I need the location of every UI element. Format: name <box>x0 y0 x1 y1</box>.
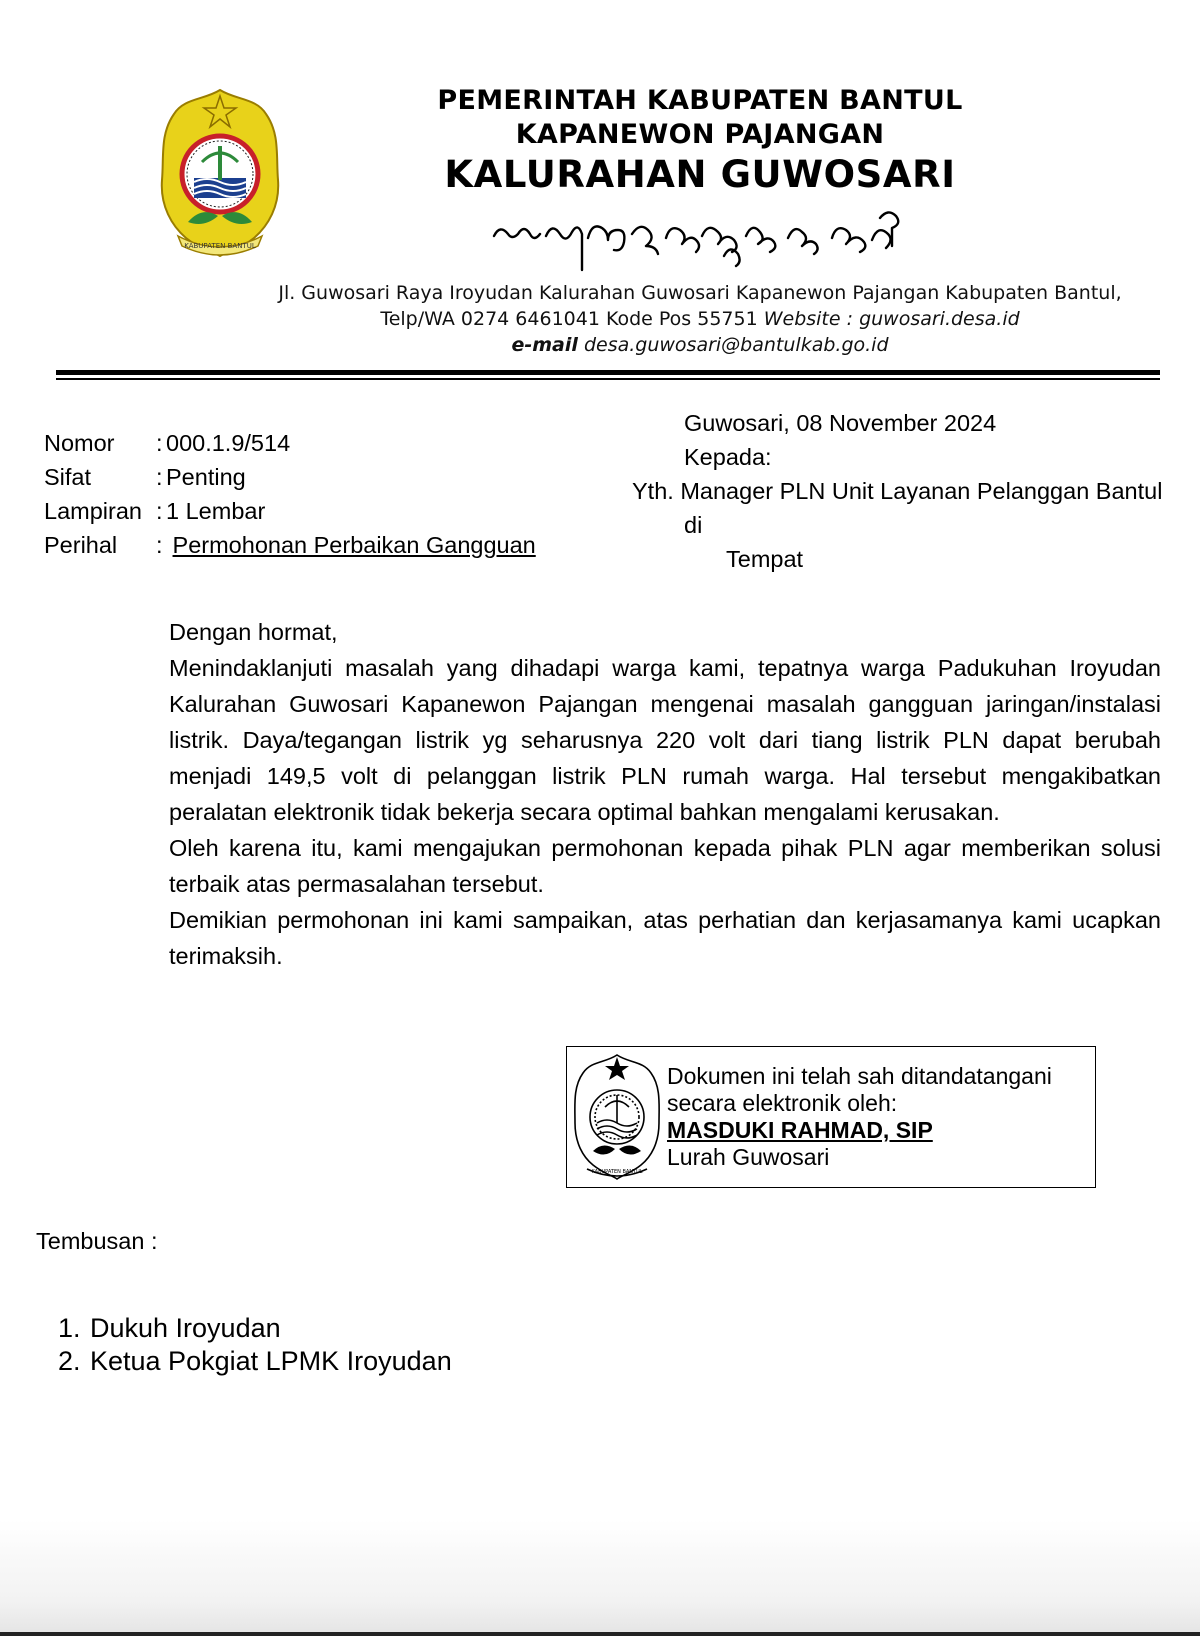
email-label: e-mail <box>511 334 578 356</box>
greeting: Dengan hormat, <box>169 619 338 645</box>
di-label: di <box>684 512 703 538</box>
electronic-signature-box <box>566 1046 1096 1188</box>
recipient-name: Manager PLN Unit Layanan Pelanggan Bantul <box>680 478 1163 504</box>
website-label: Website : <box>763 308 854 330</box>
letterhead-address <box>240 280 1160 358</box>
body-paragraph-2: Oleh karena itu, kami mengajukan permohonan kepada pihak PLN agar memberikan solusi terbaik atas permasalahan tersebut. <box>169 835 1161 897</box>
website-text: guwosari.desa.id <box>859 308 1020 330</box>
signature-text <box>667 1063 1052 1171</box>
phone-text: Telp/WA 0274 6461041 Kode Pos 55751 <box>380 308 758 330</box>
meta-lampiran: Lampiran : 1 Lembar <box>44 494 536 528</box>
signature-line2: secara elektronik oleh: <box>667 1090 898 1116</box>
lampiran-value: 1 Lembar <box>166 498 266 524</box>
body-paragraph-1: Menindaklanjuti masalah yang dihadapi warga kami, tepatnya warga Padukuhan Iroyudan Kalurahan Guwosari Kapanewon Pajangan mengenai masalah gangguan jaringan/instalasi listrik. Daya/tegangan listrik yg seharusnya 220 volt dari tiang listrik PLN dapat berubah menjadi 149,5 volt di pelanggan listrik PLN rumah warga. Hal tersebut mengakibatkan peralatan elektronik tidak bekerja secara optimal bahkan mengalami kerusakan. <box>169 655 1161 825</box>
letter-body <box>169 614 1161 974</box>
svg-text:KABUPATEN BANTUL: KABUPATEN BANTUL <box>591 1169 643 1175</box>
yth-label: Yth. <box>632 478 674 504</box>
meta-perihal: Perihal : Permohonan Perbaikan Gangguan <box>44 528 536 562</box>
meta-nomor: Nomor : 000.1.9/514 <box>44 426 536 460</box>
tembusan-list <box>58 1312 452 1378</box>
kepada-label: Kepada: <box>684 444 772 470</box>
header-rule-thick <box>56 370 1160 375</box>
letter-meta <box>44 426 536 562</box>
page-bottom-edge <box>0 1632 1200 1636</box>
signer-title: Lurah Guwosari <box>667 1144 830 1170</box>
kabupaten-bantul-logo <box>158 86 282 264</box>
letter-date: Guwosari, 08 November 2024 <box>684 410 997 436</box>
header-line3: KALURAHAN GUWOSARI <box>444 153 956 196</box>
perihal-value: Permohonan Perbaikan Gangguan <box>172 532 536 558</box>
meta-sifat: Sifat : Penting <box>44 460 536 494</box>
address-line: Jl. Guwosari Raya Iroyudan Kalurahan Guwosari Kapanewon Pajangan Kabupaten Bantul, <box>278 282 1122 304</box>
nomor-value: 000.1.9/514 <box>166 430 291 456</box>
list-item: 1. Dukuh Iroyudan <box>58 1313 281 1343</box>
recipient-line <box>632 474 1162 508</box>
contact-line <box>240 306 1160 332</box>
header-line1: PEMERINTAH KABUPATEN BANTUL <box>437 85 963 116</box>
tembusan-label: Tembusan : <box>36 1228 158 1254</box>
signature-seal-logo <box>571 1051 663 1183</box>
signer-name: MASDUKI RAHMAD, SIP <box>667 1117 933 1143</box>
signature-line1: Dokumen ini telah sah ditandatangani <box>667 1063 1052 1089</box>
sifat-value: Penting <box>166 464 246 490</box>
body-paragraph-3: Demikian permohonan ini kami sampaikan, atas perhatian dan kerjasamanya kami ucapkan terimaksih. <box>169 907 1161 969</box>
list-item: 2. Ketua Pokgiat LPMK Iroyudan <box>58 1346 452 1376</box>
javanese-script-graphic <box>488 204 918 282</box>
letterhead-titles <box>300 84 1100 198</box>
header-line2: KAPANEWON PAJANGAN <box>515 119 885 150</box>
header-rule-thin <box>56 378 1160 380</box>
email-text: desa.guwosari@bantulkab.go.id <box>583 334 889 356</box>
page-bottom-shadow <box>0 1520 1200 1636</box>
tempat-label: Tempat <box>726 546 804 572</box>
email-line <box>240 332 1160 358</box>
svg-text:KABUPATEN BANTUL: KABUPATEN BANTUL <box>184 242 256 250</box>
